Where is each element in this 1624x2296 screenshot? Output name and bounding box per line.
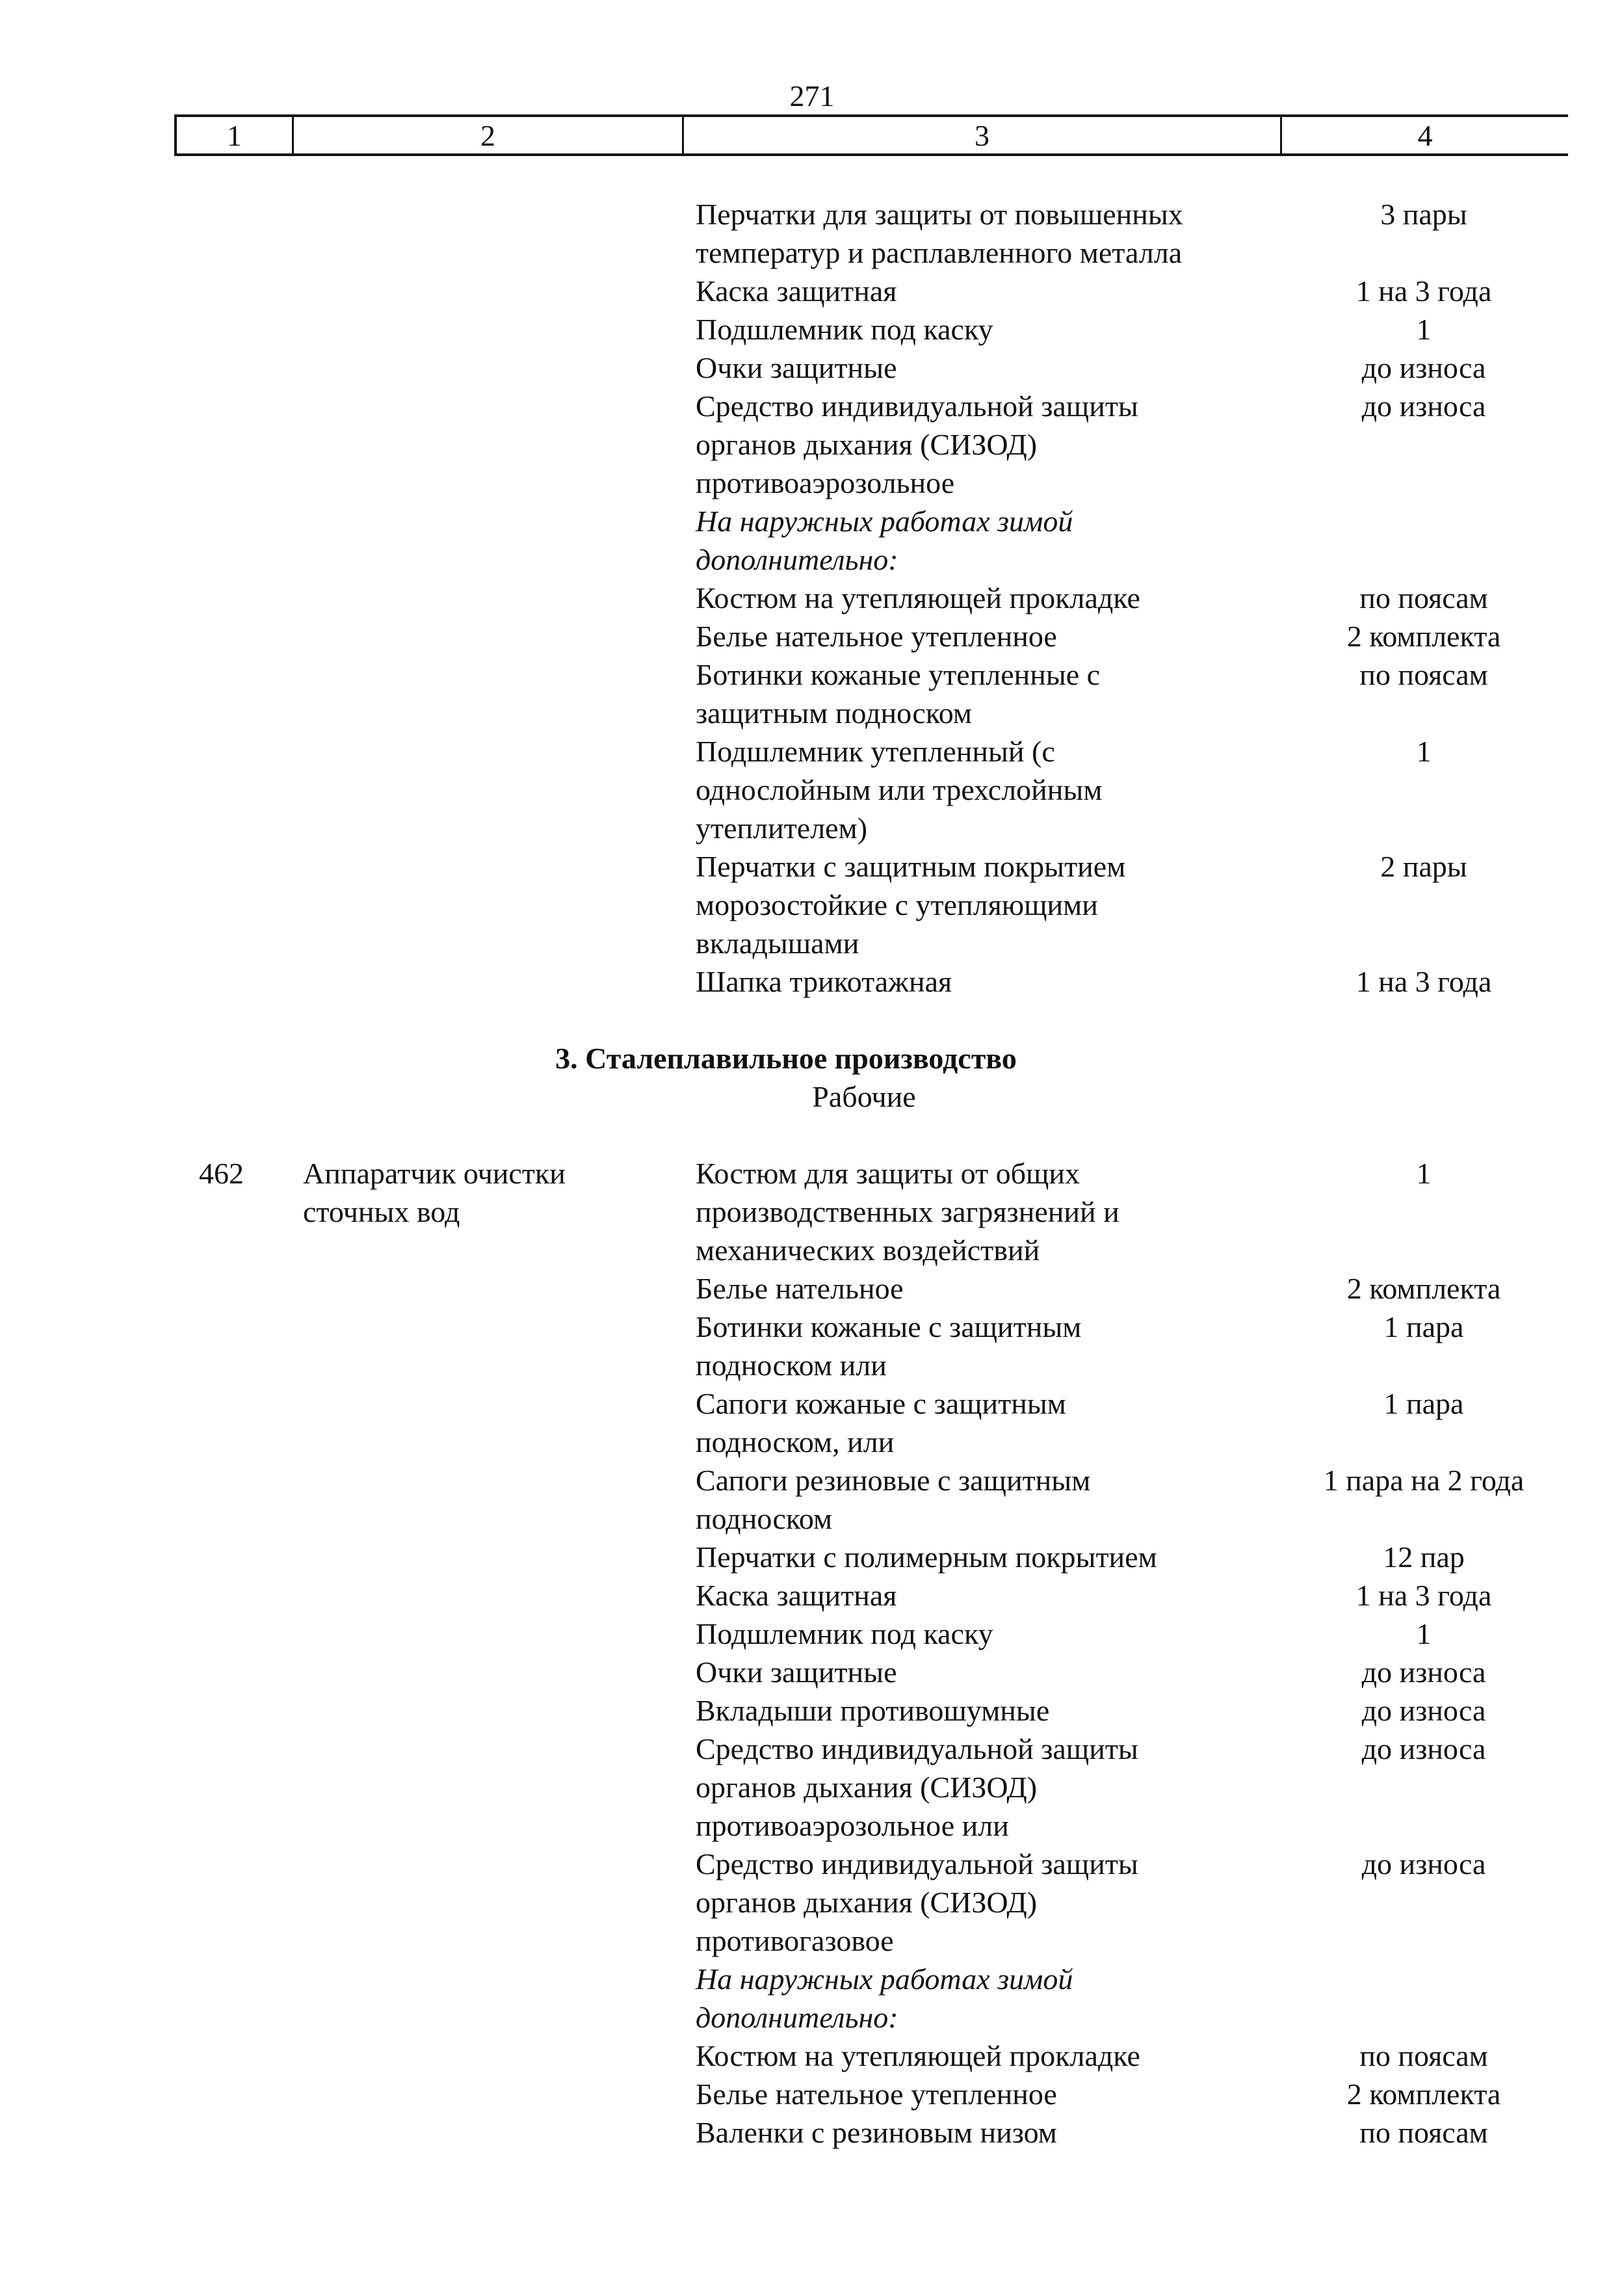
item-name: Перчатки для защиты от повышенных температур и расплавленного металла <box>696 198 1183 269</box>
row-number: 462 <box>199 1157 244 1190</box>
item-norm: до износа <box>1361 389 1486 423</box>
item-norm: 1 на 3 года <box>1356 1579 1492 1612</box>
item-name: Подшлемник под каску <box>696 1617 993 1650</box>
item-norm: 1 пара <box>1383 1387 1464 1420</box>
item-norm: до износа <box>1361 351 1486 384</box>
item-name: Очки защитные <box>696 351 897 384</box>
section-subtitle-row <box>52 1077 1624 1116</box>
column-header-3: 3 <box>684 117 1282 153</box>
item-name: Перчатки с полимерным покрытием <box>696 1540 1157 1574</box>
item-name: Очки защитные <box>696 1656 897 1689</box>
item-name: Подшлемник утепленный (с однослойным или трехслойным утеплителем) <box>696 735 1103 845</box>
item-name: Костюм на утепляющей прокладке <box>696 2039 1140 2072</box>
item-name: Костюм для защиты от общих производственных загрязнений и механических воздействий <box>696 1157 1120 1267</box>
item-norm: 1 на 3 года <box>1356 965 1492 998</box>
column-header-row <box>174 114 1568 156</box>
item-name: Ботинки кожаные утепленные с защитным подноском <box>696 658 1101 730</box>
item-norm: до износа <box>1361 1847 1486 1880</box>
item-norm: 3 пары <box>1380 198 1467 231</box>
item-name: Подшлемник под каску <box>696 313 993 346</box>
item-norm: 2 пары <box>1380 850 1467 883</box>
section-heading: 3. Сталеплавильное производство <box>555 1042 1017 1075</box>
item-norm: 1 <box>1416 735 1432 768</box>
page-number: 271 <box>789 79 835 112</box>
item-norm: 1 <box>1416 313 1432 346</box>
item-name: Валенки с резиновым низом <box>696 2116 1057 2149</box>
item-norm: по поясам <box>1359 581 1488 614</box>
item-norm: 2 комплекта <box>1346 620 1501 653</box>
item-norm: 2 комплекта <box>1346 2078 1501 2111</box>
item-name: Вкладыши противошумные <box>696 1694 1050 1727</box>
section-subtitle: Рабочие <box>812 1080 916 1113</box>
item-name: Каска защитная <box>696 274 897 308</box>
column-header-4: 4 <box>1417 119 1433 152</box>
item-norm: 12 пар <box>1383 1540 1465 1574</box>
item-name: Сапоги резиновые с защитным подноском <box>696 1464 1091 1535</box>
item-norm: 1 пара <box>1383 1310 1464 1343</box>
item-name: Средство индивидуальной защиты органов дыхания (СИЗОД) противогазовое <box>696 1847 1138 1957</box>
section-title <box>0 1039 1598 1077</box>
item-norm: по поясам <box>1359 658 1488 691</box>
profession-name: Аппаратчик очистки сточных вод <box>303 1157 566 1228</box>
item-norm: 1 пара на 2 года <box>1323 1464 1525 1497</box>
item-name: Ботинки кожаные с защитным подноском или <box>696 1310 1082 1382</box>
winter-note: На наружных работах зимой дополнительно: <box>696 1962 1073 2034</box>
item-norm: до износа <box>1361 1732 1486 1765</box>
item-name: Средство индивидуальной защиты органов дыхания (СИЗОД) противоаэрозольное <box>696 389 1138 499</box>
item-name: Костюм на утепляющей прокладке <box>696 581 1140 614</box>
item-name: Средство индивидуальной защиты органов дыхания (СИЗОД) противоаэрозольное или <box>696 1732 1138 1842</box>
item-name: Каска защитная <box>696 1579 897 1612</box>
item-name: Перчатки с защитным покрытием морозостойкие с утепляющими вкладышами <box>696 850 1126 960</box>
item-name: Белье нательное утепленное <box>696 620 1057 653</box>
item-norm: до износа <box>1361 1656 1486 1689</box>
item-name: Белье нательное <box>696 1272 904 1305</box>
item-name: Белье нательное утепленное <box>696 2078 1057 2111</box>
item-norm: по поясам <box>1359 2039 1488 2072</box>
item-norm: 1 <box>1416 1617 1432 1650</box>
column-header-2: 2 <box>294 117 684 153</box>
item-name: Шапка трикотажная <box>696 965 952 998</box>
item-norm: по поясам <box>1359 2116 1488 2149</box>
item-norm: до износа <box>1361 1694 1486 1727</box>
item-norm: 1 на 3 года <box>1356 274 1492 308</box>
column-header-1: 1 <box>177 117 294 153</box>
item-name: Сапоги кожаные с защитным подноском, или <box>696 1387 1066 1458</box>
item-norm: 1 <box>1416 1157 1432 1190</box>
item-norm: 2 комплекта <box>1346 1272 1501 1305</box>
winter-note: На наружных работах зимой дополнительно: <box>696 505 1073 576</box>
